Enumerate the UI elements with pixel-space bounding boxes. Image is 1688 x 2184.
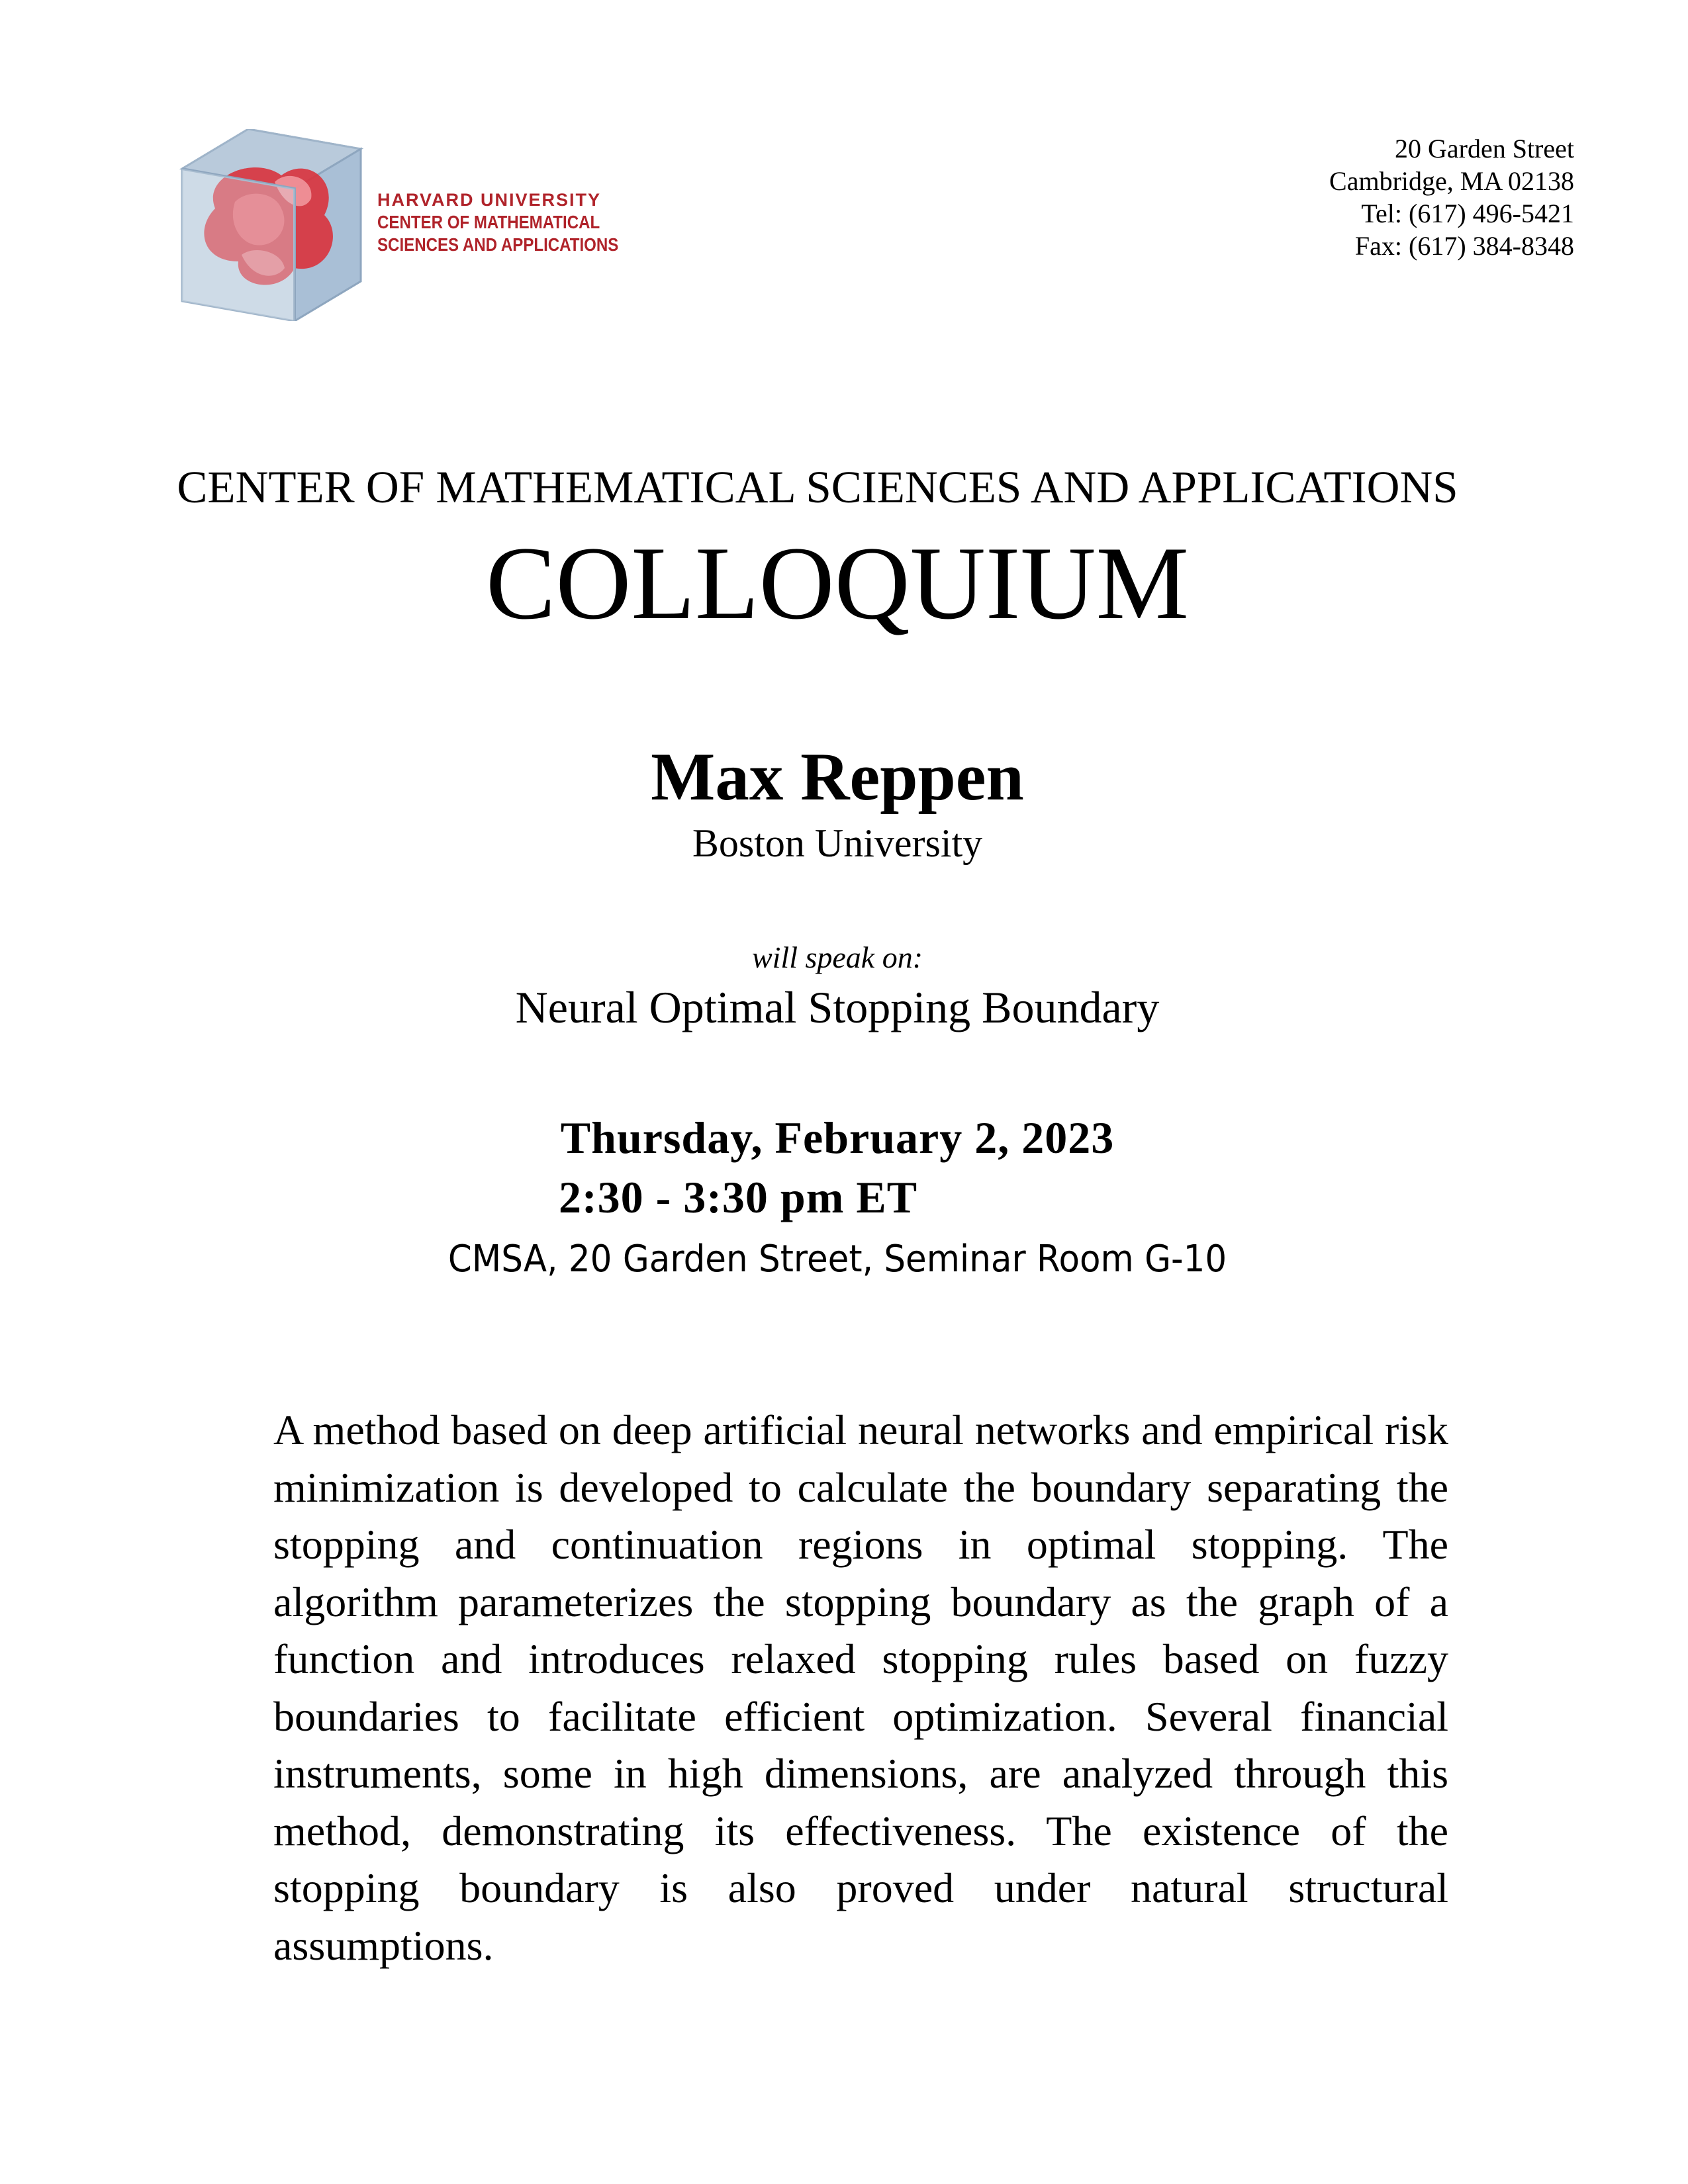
talk-intro: will speak on:	[751, 940, 923, 974]
speaker-affiliation: Boston University	[692, 821, 983, 865]
address-block	[1329, 132, 1574, 262]
logo-line-university: HARVARD UNIVERSITY	[377, 190, 602, 210]
address-tel: Tel: (617) 496-5421	[1361, 199, 1574, 228]
address-street: 20 Garden Street	[1394, 134, 1574, 163]
event-type-heading: COLLOQUIUM	[485, 525, 1190, 641]
logo-line-sciences: SCIENCES AND APPLICATIONS	[377, 234, 619, 255]
event-time: 2:30 - 3:30 pm ET	[558, 1172, 918, 1222]
event-date: Thursday, February 2, 2023	[560, 1113, 1115, 1163]
talk-title: Neural Optimal Stopping Boundary	[515, 982, 1160, 1032]
address-fax: Fax: (617) 384-8348	[1354, 231, 1574, 261]
cube-logo-graphic	[175, 129, 367, 321]
abstract-text: A method based on deep artificial neural networks and empirical risk minimization is developed to calculate the boundary separating the stopping and continuation regions in optimal stopping. The algorithm parameterizes the stopping boundary as the graph of a function and introduces relaxed stopping rules based on fuzzy boundaries to facilitate efficient optimization. Several financial instruments, some in high dimensions, are analyzed through this method, demonstrating its effectiveness. The existence of the stopping boundary is also proved under natural structural assumptions.	[273, 1406, 1448, 1969]
cmsa-logo	[175, 129, 626, 321]
event-location: CMSA, 20 Garden Street, Seminar Room G-10	[447, 1238, 1227, 1281]
address-city: Cambridge, MA 02138	[1329, 166, 1574, 196]
speaker-name: Max Reppen	[651, 739, 1024, 815]
logo-line-center: CENTER OF MATHEMATICAL	[377, 212, 600, 232]
org-heading: CENTER OF MATHEMATICAL SCIENCES AND APPLICATIONS	[177, 462, 1458, 512]
logo-wordmark	[377, 189, 658, 256]
